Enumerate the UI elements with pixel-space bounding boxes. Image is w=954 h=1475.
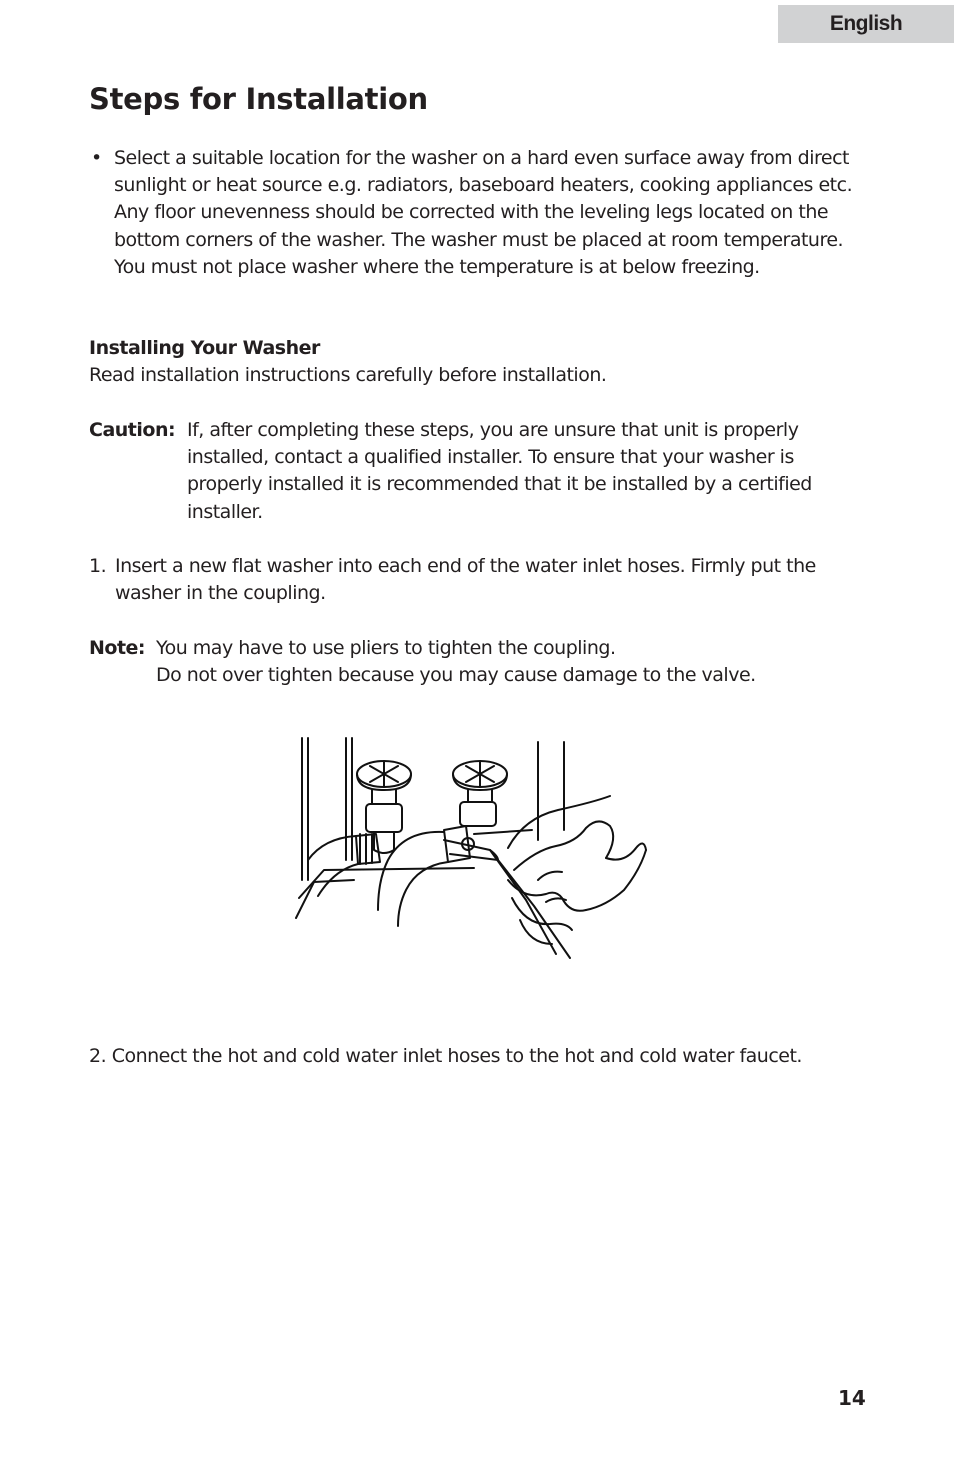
language-tab: English [778,5,954,43]
page-title: Steps for Installation [89,82,428,116]
pliers-on-faucet-illustration [294,730,654,970]
location-bullet-text: Select a suitable location for the washer on a hard even surface away from direct sunlight or heat source e.g. radiators, baseboard heaters, cooking appliances etc. Any floor unevenness should be corrected with the leveling legs located on the bottom corners of the washer. The washer must be placed at room temperature. You must not place washer where the temperature is at below freezing. [114,147,853,278]
note-line-1: You may have to use pliers to tighten the coupling. [156,637,616,659]
step-2-number: 2. [89,1045,107,1067]
page-number: 14 [838,1386,866,1410]
note-block [89,635,869,689]
location-bullet [89,145,869,281]
installing-heading: Installing Your Washer [89,337,320,359]
step-2-text: Connect the hot and cold water inlet hoses to the hot and cold water faucet. [111,1045,802,1067]
step-1-text: Insert a new flat washer into each end of the water inlet hoses. Firmly put the washer in the coupling. [115,555,816,605]
note-label: Note: [89,637,146,659]
caution-label: Caution: [89,419,176,441]
installing-intro: Read installation instructions carefully before installation. [89,364,607,386]
caution-block [89,417,869,526]
note-line-2: Do not over tighten because you may cause damage to the valve. [156,664,756,687]
step-1 [89,553,869,607]
step-2 [89,1043,889,1070]
caution-text: If, after completing these steps, you are unsure that unit is properly installed, contact a qualified installer. To ensure that your washer is properly installed it is recommended that it be installed by a certified installer. [187,419,812,523]
step-1-number: 1. [89,555,107,577]
bullet-marker: • [91,147,102,169]
